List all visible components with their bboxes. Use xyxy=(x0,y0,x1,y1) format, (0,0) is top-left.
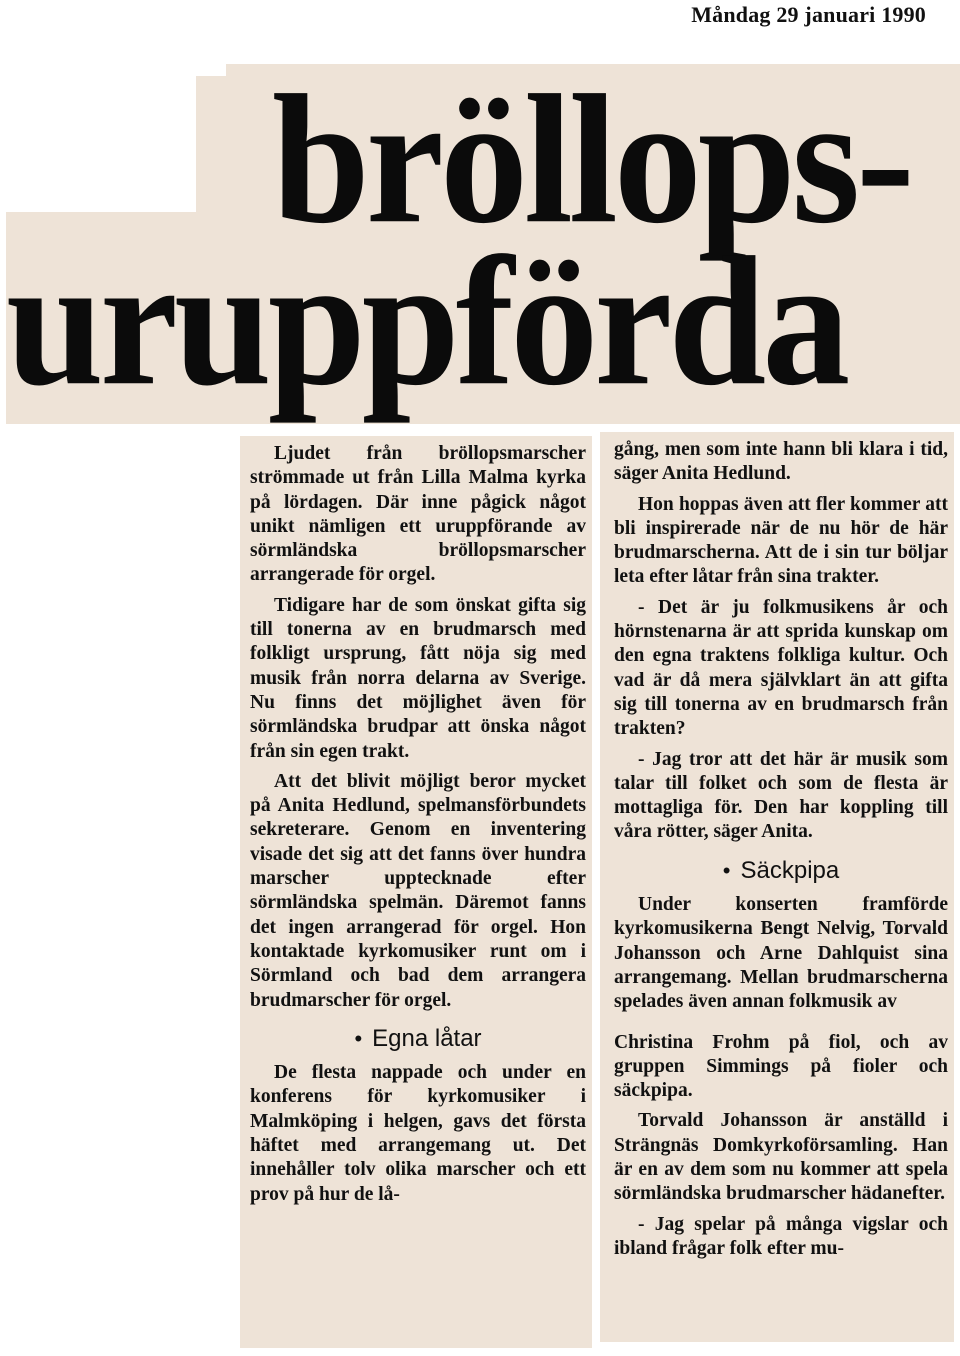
paragraph: Ljudet från bröllopsmarscher strömmade ut från Lilla Malma kyrka på lördagen. Där inne pågick något unikt nämligen ett uruppförande av sörmländska bröllopsmarscher arrangerade för orgel. xyxy=(250,443,586,586)
dateline: Måndag 29 januari 1990 xyxy=(691,2,926,27)
paragraph: Under konserten framförde kyrkomusikerna Bengt Nelvig, Torvald Johansson och Arne Dahlquist sina arrangemang. Mellan brudmarscherna spelades även annan folkmusik av xyxy=(614,894,948,1013)
paragraph: Tidigare har de som önskat gifta sig till tonerna av en brudmarsch med folkligt ursprung, fått nöja sig med musik från norra delarna av Sverige. Nu finns det möjlighet även för sörmländska brudpar att önska något från sin egen trakt. xyxy=(250,594,586,762)
paragraph: gång, men som inte hann bli klara i tid, säger Anita Hedlund. xyxy=(614,439,948,485)
subheading xyxy=(614,856,948,884)
paragraph: - Jag tror att det här är musik som talar till folket och som de flesta är mottagliga för. Den har koppling till våra rötter, säger Anita. xyxy=(614,748,948,843)
paragraph: - Det är ju folkmusikens år och hörnstenarna är att sprida kunskap om den egna traktens folkliga kultur. Och vad är då mera självklart än att gifta sig till tonerna av en brudmarsch från trakten? xyxy=(614,596,948,740)
subheading xyxy=(250,1024,586,1052)
paragraph: Torvald Johansson är anställd i Strängnäs Domkyrkoförsamling. Han är en av dem som nu kommer att spela sörmländska brudmarscher hädanefter. xyxy=(614,1110,948,1205)
headline-line-2: uruppförda xyxy=(6,219,847,425)
paragraph: - Jag spelar på många vigslar och ibland frågar folk efter mu- xyxy=(614,1213,948,1259)
article-column-left xyxy=(240,436,592,1348)
paragraph: De flesta nappade och under en konferens för kyrkomusiker i Malmköping i helgen, gavs det första häftet med arrangemang ut. Det innehåller tolv olika marscher och ett prov på hur de lå- xyxy=(250,1062,586,1205)
paragraph: Hon hoppas även att fler kommer att bli inspirerade när de nu hör de här brudmarscherna. Att de i sin tur böljar leta efter låtar från sina trakter. xyxy=(614,493,948,588)
paragraph: Christina Frohm på fiol, och av gruppen Simmings på fioler och säckpipa. xyxy=(614,1031,948,1102)
paragraph: Att det blivit möjligt beror mycket på Anita Hedlund, spelmansförbundets sekreterare. Genom en inventering visade det sig att det fanns över hundra marscher upptecknade efter sörmländska spelmän. Däremot fanns det ingen arrangerad för orgel. Hon kontaktade kyrkomusiker runt om i Sörmland och bad dem arrangera brudmarscher för orgel. xyxy=(250,770,586,1011)
bullet-icon: • xyxy=(722,857,731,883)
headline-line-1: bröllops- xyxy=(272,57,911,263)
article-column-right xyxy=(600,432,954,1342)
subheading-text: Säckpipa xyxy=(740,856,840,884)
subheading-text: Egna låtar xyxy=(372,1024,482,1052)
bullet-icon: • xyxy=(354,1025,363,1051)
